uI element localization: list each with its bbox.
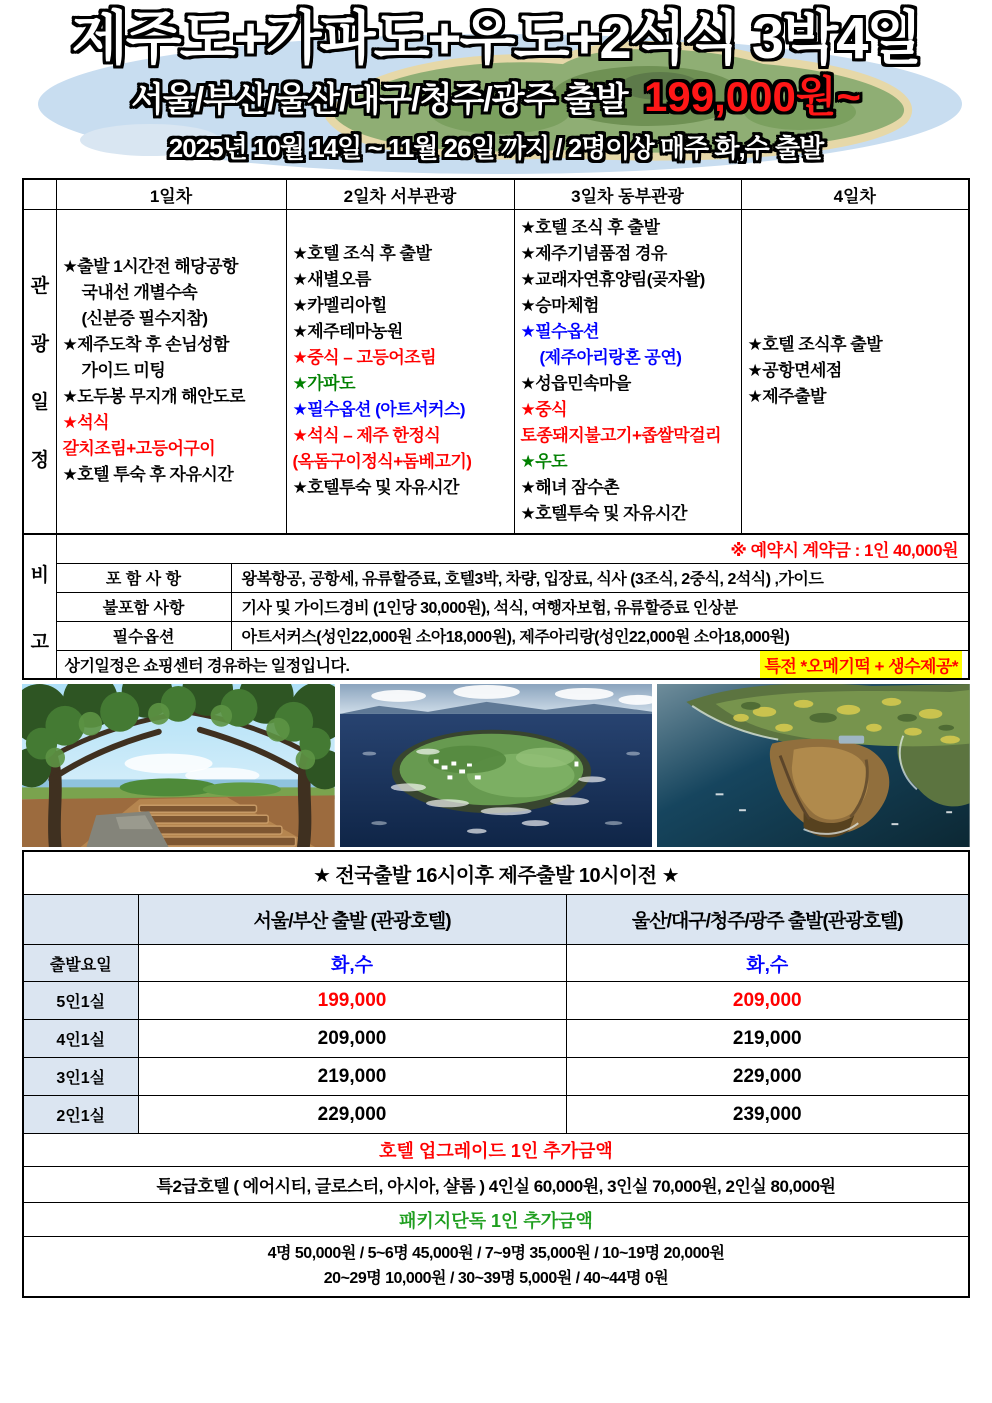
itinerary-day-lines bbox=[521, 215, 735, 527]
notes-row-label: 포 함 사 항 bbox=[56, 563, 231, 592]
package-solo-detail-row bbox=[23, 1237, 969, 1297]
hotel-upgrade-title: 호텔 업그레이드 1인 추가금액 bbox=[23, 1134, 969, 1167]
pricing-corner-cell bbox=[23, 895, 138, 945]
pricing-header-row bbox=[23, 895, 969, 945]
departure-cities: 서울/부산/울산/대구/청주/광주 출발 bbox=[131, 81, 628, 119]
itinerary-item: ★교래자연휴양림(곶자왈) bbox=[520, 270, 705, 290]
photo-tree-tunnel bbox=[22, 684, 335, 847]
itinerary-item: ★제주기념품점 경유 bbox=[520, 244, 667, 264]
itinerary-item: ★가파도 bbox=[292, 374, 356, 394]
pricing-value-row bbox=[23, 1058, 969, 1096]
itinerary-corner-cell bbox=[23, 179, 56, 209]
hotel-upgrade-detail-row bbox=[23, 1167, 969, 1203]
itinerary-day-cell bbox=[741, 209, 969, 534]
pricing-value: 229,000 bbox=[138, 1096, 566, 1134]
side-label-char: 비 bbox=[30, 564, 49, 586]
pricing-column-header-ulsan-daegu: 울산/대구/청주/광주 출발(관광호텔) bbox=[566, 895, 969, 945]
notes-side-label bbox=[23, 534, 56, 679]
pricing-value: 219,000 bbox=[566, 1020, 969, 1058]
notes-row-label: 필수옵션 bbox=[56, 621, 231, 650]
itinerary-item: 가이드 미팅 bbox=[81, 361, 166, 381]
notes-row-label: 불포함 사항 bbox=[56, 592, 231, 621]
notes-deposit-row bbox=[23, 534, 969, 563]
itinerary-item: ★제주도착 후 손님성함 bbox=[62, 335, 229, 355]
itinerary-day-lines bbox=[293, 241, 508, 501]
itinerary-item: ★카멜리아힐 bbox=[292, 296, 387, 316]
itinerary-item: ★호텔투숙 및 자유시간 bbox=[520, 504, 687, 524]
itinerary-day-header: 2일차 서부관광 bbox=[286, 179, 514, 209]
hero-header bbox=[0, 0, 992, 178]
notes-row-content: 아트서커스(성인22,000원 소아18,000원), 제주아리랑(성인22,000원 소아18,000원) bbox=[231, 621, 969, 650]
itinerary-item: (신분증 필수지참) bbox=[81, 309, 208, 329]
photo-gapado-aerial-image bbox=[340, 684, 653, 847]
hotel-upgrade-detail: 특2급호텔 ( 에어시티, 글로스터, 아시아, 샬롬 ) 4인실 60,000원, 3인실 70,000원, 2인실 80,000원 bbox=[23, 1167, 969, 1203]
itinerary-item: (제주아리랑혼 공연) bbox=[539, 348, 682, 368]
itinerary-item: ★도두봉 무지개 해안도로 bbox=[62, 387, 245, 407]
package-solo-title-row bbox=[23, 1203, 969, 1237]
shopping-note: 상기일정은 쇼핑센터 경유하는 일정입니다. bbox=[64, 657, 350, 675]
package-solo-detail bbox=[23, 1237, 969, 1297]
side-label-char: 관 bbox=[30, 275, 49, 297]
itinerary-day-cell bbox=[56, 209, 286, 534]
itinerary-item: ★새별오름 bbox=[292, 270, 371, 290]
notes-row bbox=[23, 621, 969, 650]
itinerary-day-cell bbox=[286, 209, 514, 534]
itinerary-item: ★중식 bbox=[520, 400, 568, 420]
pricing-value: 화,수 bbox=[566, 945, 969, 982]
itinerary-item: ★승마체험 bbox=[520, 296, 599, 316]
photo-gapado-aerial bbox=[340, 684, 653, 847]
itinerary-item: ★제주출발 bbox=[747, 387, 826, 407]
side-label-char: 광 bbox=[30, 333, 49, 355]
itinerary-item: ★필수옵션 (아트서커스) bbox=[292, 400, 466, 420]
itinerary-item: ★호텔 투숙 후 자유시간 bbox=[62, 465, 234, 485]
itinerary-side-label-chars bbox=[25, 271, 55, 472]
pricing-row-label: 4인1실 bbox=[23, 1020, 138, 1058]
itinerary-item: ★해녀 잠수촌 bbox=[520, 478, 620, 498]
pricing-row-label: 2인1실 bbox=[23, 1096, 138, 1134]
photo-udo-aerial bbox=[657, 684, 970, 847]
itinerary-item: ★중식 – 고등어조림 bbox=[292, 348, 437, 368]
itinerary-day-lines bbox=[63, 254, 280, 488]
photo-tree-tunnel-image bbox=[22, 684, 335, 847]
package-solo-line-2: 20~29명 10,000원 / 30~39명 5,000원 / 40~44명 0원 bbox=[323, 1270, 669, 1288]
itinerary-item: ★우도 bbox=[520, 452, 568, 472]
itinerary-day-header: 3일차 동부관광 bbox=[514, 179, 741, 209]
hero-text bbox=[0, 0, 992, 163]
itinerary-item: ★필수옵션 bbox=[520, 322, 599, 342]
pricing-row-label: 5인1실 bbox=[23, 982, 138, 1020]
pricing-value: 209,000 bbox=[566, 982, 969, 1020]
pricing-value-row bbox=[23, 982, 969, 1020]
itinerary-item: ★호텔 조식 후 출발 bbox=[520, 218, 660, 238]
itinerary-item: ★석식 bbox=[62, 413, 110, 433]
itinerary-side-label bbox=[23, 209, 56, 534]
pricing-row-label: 출발요일 bbox=[23, 945, 138, 982]
side-label-char: 고 bbox=[30, 631, 49, 653]
deposit-notice: ※ 예약시 계약금 : 1인 40,000원 bbox=[56, 534, 969, 563]
itinerary-item: 국내선 개별수속 bbox=[81, 283, 198, 303]
notes-side-label-chars bbox=[25, 560, 55, 654]
departure-time-banner: ★ 전국출발 16시이후 제주출발 10시이전 ★ bbox=[23, 851, 969, 895]
itinerary-table bbox=[22, 178, 970, 535]
side-label-char: 일 bbox=[30, 391, 49, 413]
side-label-char: 정 bbox=[30, 449, 49, 471]
pricing-value: 239,000 bbox=[566, 1096, 969, 1134]
itinerary-item: ★출발 1시간전 해당공항 bbox=[62, 257, 238, 277]
benefit-highlight: 특전 *오메기떡 + 생수제공* bbox=[760, 651, 962, 678]
itinerary-item: (옥돔구이정식+돔베고기) bbox=[292, 452, 472, 472]
notes-footer-cell bbox=[56, 650, 969, 679]
photo-udo-aerial-image bbox=[657, 684, 970, 847]
notes-row-content: 기사 및 가이드경비 (1인당 30,000원), 석식, 여행자보험, 유류할증료 인상분 bbox=[231, 592, 969, 621]
pricing-column-header-seoul-busan: 서울/부산 출발 (관광호텔) bbox=[138, 895, 566, 945]
itinerary-item: 갈치조림+고등어구이 bbox=[62, 439, 216, 459]
notes-row-content: 왕복항공, 공항세, 유류할증료, 호텔3박, 차량, 입장료, 식사 (3조식, 2중식, 2석식) ,가이드 bbox=[231, 563, 969, 592]
hotel-upgrade-title-row bbox=[23, 1134, 969, 1167]
itinerary-day-header: 4일차 bbox=[741, 179, 969, 209]
package-solo-line-1: 4명 50,000원 / 5~6명 45,000원 / 7~9명 35,000원 / 10~19명 20,000원 bbox=[267, 1245, 725, 1263]
itinerary-item: ★석식 – 제주 한정식 bbox=[292, 426, 441, 446]
itinerary-day-lines bbox=[748, 332, 963, 410]
notes-table bbox=[22, 533, 970, 680]
pricing-value: 199,000 bbox=[138, 982, 566, 1020]
itinerary-item: ★제주테마농원 bbox=[292, 322, 403, 342]
pricing-value: 219,000 bbox=[138, 1058, 566, 1096]
itinerary-header-row bbox=[23, 179, 969, 209]
banner-row bbox=[23, 851, 969, 895]
itinerary-item: ★호텔 조식후 출발 bbox=[747, 335, 883, 355]
itinerary-item: ★호텔 조식 후 출발 bbox=[292, 244, 432, 264]
page-title: 제주도+가파도+우도+2석식 3박4일 bbox=[71, 6, 921, 71]
itinerary-item: ★호텔투숙 및 자유시간 bbox=[292, 478, 459, 498]
pricing-table bbox=[22, 850, 970, 1298]
itinerary-day-header: 1일차 bbox=[56, 179, 286, 209]
date-range-line: 2025년 10월 14일 ~ 11월 26일 까지 / 2명이상 매주 화,수 출발 bbox=[168, 133, 824, 163]
notes-row bbox=[23, 563, 969, 592]
price-highlight: 199,000원~ bbox=[644, 73, 861, 120]
subtitle-line bbox=[0, 75, 992, 129]
pricing-value: 화,수 bbox=[138, 945, 566, 982]
itinerary-body-row bbox=[23, 209, 969, 534]
pricing-value-row bbox=[23, 1096, 969, 1134]
itinerary-item: ★공항면세점 bbox=[747, 361, 842, 381]
itinerary-item: 토종돼지불고기+좁쌀막걸리 bbox=[520, 426, 721, 446]
pricing-value-row bbox=[23, 945, 969, 982]
itinerary-day-cell bbox=[514, 209, 741, 534]
pricing-row-label: 3인1실 bbox=[23, 1058, 138, 1096]
package-solo-title: 패키지단독 1인 추가금액 bbox=[23, 1203, 969, 1237]
notes-row bbox=[23, 592, 969, 621]
photo-strip bbox=[22, 684, 970, 847]
pricing-value: 209,000 bbox=[138, 1020, 566, 1058]
notes-footer-row bbox=[23, 650, 969, 679]
pricing-value: 229,000 bbox=[566, 1058, 969, 1096]
pricing-value-row bbox=[23, 1020, 969, 1058]
itinerary-item: ★성읍민속마을 bbox=[520, 374, 631, 394]
